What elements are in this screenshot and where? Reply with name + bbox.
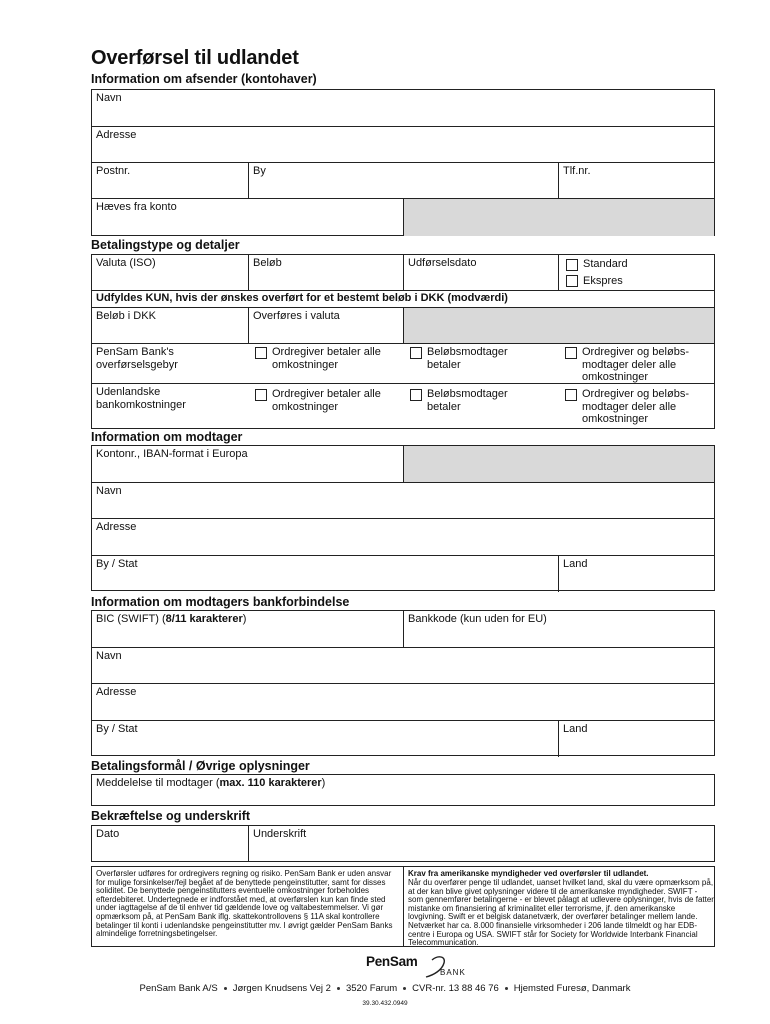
- standard-checkbox[interactable]: [566, 259, 578, 271]
- confirm-heading: Bekræftelse og underskrift: [91, 809, 251, 823]
- execution-date-field[interactable]: Udførselsdato: [408, 257, 477, 269]
- liability-text: Overførsler udføres for ordregivers regning og risiko. PenSam Bank er uden ansvar for mulige forsinkelser/fejl begået af de benyttede pengeinstitutter, samt for disses soliditet. De benyttede pengeinstitutters eventuelle omkostninger forbeholdes efterdebiteret. Undertegnede er indforstået med, at overførslen kun kan finde sted under iagttagelse af de til enhver tid gældende love og valtabestemmelser. Vi gør opmærksom på, at PenSam Bank iflg. skattekontrollovens § 11A skal kontrollere betalinger til konti i udenlandske pengeinstitutter mv. I øvrigt gælder PenSam Banks almindelige forretningsbetingelser.: [96, 869, 393, 939]
- transfer-currency-field[interactable]: Overføres i valuta: [253, 310, 340, 322]
- bank-code-field[interactable]: Bankkode (kun uden for EU): [408, 613, 547, 625]
- signature-field[interactable]: Underskrift: [253, 828, 307, 840]
- bank-country-field[interactable]: Land: [563, 723, 588, 735]
- receiver-box: [91, 445, 715, 591]
- fee-ordregiver-label: Ordregiver betaler alle omkostninger: [272, 346, 381, 371]
- bank-heading: Information om modtagers bankforbindelse: [91, 595, 350, 609]
- logo-name: PenSam: [366, 954, 418, 969]
- bank-city-field[interactable]: By / Stat: [96, 723, 138, 735]
- fee-shared-checkbox[interactable]: [565, 347, 577, 359]
- dkk-only-note: Udfyldes KUN, hvis der ønskes overført for et bestemt beløb i DKK (modværdi): [96, 292, 508, 304]
- foreign-modtager-checkbox[interactable]: [410, 389, 422, 401]
- currency-field[interactable]: Valuta (ISO): [96, 257, 156, 269]
- amount-field[interactable]: Beløb: [253, 257, 282, 269]
- sender-address-field[interactable]: Adresse: [96, 129, 137, 141]
- foreign-modtager-label: Beløbsmodtager betaler: [427, 388, 508, 413]
- receiver-city-field[interactable]: By / Stat: [96, 558, 138, 570]
- foreign-ordregiver-label: Ordregiver betaler alle omkostninger: [272, 388, 381, 413]
- gray-fill: [403, 199, 714, 236]
- debit-account-field[interactable]: Hæves fra konto: [96, 201, 177, 213]
- logo-sub: BANK: [440, 968, 466, 977]
- footer-address: PenSam Bank A/S Jørgen Knudsens Vej 2 3520 Farum CVR-nr. 13 88 46 76 Hjemsted Furesø, Danmark: [139, 983, 631, 994]
- express-checkbox[interactable]: [566, 275, 578, 287]
- foreign-ordregiver-checkbox[interactable]: [255, 389, 267, 401]
- bank-name-field[interactable]: Navn: [96, 650, 122, 662]
- pensam-fee-label: PenSam Bank's overførselsgebyr: [96, 346, 178, 371]
- foreign-shared-checkbox[interactable]: [565, 389, 577, 401]
- gray-fill: [403, 308, 714, 343]
- sender-postnr-field[interactable]: Postnr.: [96, 165, 131, 177]
- fee-modtager-label: Beløbsmodtager betaler: [427, 346, 508, 371]
- date-field[interactable]: Dato: [96, 828, 120, 840]
- form-code: 39.30.432.0949: [362, 1000, 408, 1007]
- fee-shared-label: Ordregiver og beløbs-modtager deler alle omkostninger: [582, 346, 689, 383]
- receiver-address-field[interactable]: Adresse: [96, 521, 137, 533]
- receiver-country-field[interactable]: Land: [563, 558, 588, 570]
- sender-phone-field[interactable]: Tlf.nr.: [563, 165, 591, 177]
- sender-city-field[interactable]: By: [253, 165, 266, 177]
- pensam-logo: [366, 951, 486, 979]
- bic-field[interactable]: BIC (SWIFT) (8/11 karakterer): [96, 613, 247, 625]
- foreign-shared-label: Ordregiver og beløbs-modtager deler alle omkostninger: [582, 388, 689, 425]
- fine-print-box: [91, 866, 715, 947]
- receiver-name-field[interactable]: Navn: [96, 485, 122, 497]
- payment-heading: Betalingstype og detaljer: [91, 238, 240, 252]
- us-requirements-title: Krav fra amerikanske myndigheder ved overførsler til udlandet.: [408, 869, 649, 878]
- iban-field[interactable]: Kontonr., IBAN-format i Europa: [96, 448, 248, 460]
- confirm-box: [91, 825, 715, 862]
- standard-label: Standard: [583, 258, 628, 270]
- bank-address-field[interactable]: Adresse: [96, 686, 137, 698]
- receiver-heading: Information om modtager: [91, 430, 243, 444]
- message-field[interactable]: Meddelelse til modtager (max. 110 karakterer): [96, 777, 326, 789]
- fee-modtager-checkbox[interactable]: [410, 347, 422, 359]
- sender-heading: Information om afsender (kontohaver): [91, 72, 317, 86]
- payment-box: [91, 254, 715, 429]
- page-title: Overførsel til udlandet: [91, 47, 299, 69]
- sender-name-field[interactable]: Navn: [96, 92, 122, 104]
- bank-box: [91, 610, 715, 756]
- foreign-costs-label: Udenlandske bankomkostninger: [96, 386, 186, 411]
- amount-dkk-field[interactable]: Beløb i DKK: [96, 310, 156, 322]
- fee-ordregiver-checkbox[interactable]: [255, 347, 267, 359]
- purpose-box: [91, 774, 715, 806]
- gray-fill: [403, 446, 714, 482]
- purpose-heading: Betalingsformål / Øvrige oplysninger: [91, 759, 310, 773]
- us-requirements-text: Når du overfører penge til udlandet, uanset hvilket land, skal du være opmærksom på, at der kan blive givet oplysninger videre til de amerikanske myndigheder. SWIFT - som gennemfører betalingerne - er blevet pålagt at udlevere oplysninger, hvis de fatter mistanke om finansiering af kriminalitet eller terrorisme, jf. den amerikanske lovgivning. Swift er et belgisk datanetværk, der overfører betalinger mellem lande. Netværket har ca. 8.000 finansielle virksomheder i 206 lande tilmeldt og har EDB-centre i Europa og USA. SWIFT står for Society for Worldwide Interbank Financial Telecommunication.: [408, 878, 714, 948]
- express-label: Ekspres: [583, 275, 623, 287]
- sender-box: [91, 89, 715, 236]
